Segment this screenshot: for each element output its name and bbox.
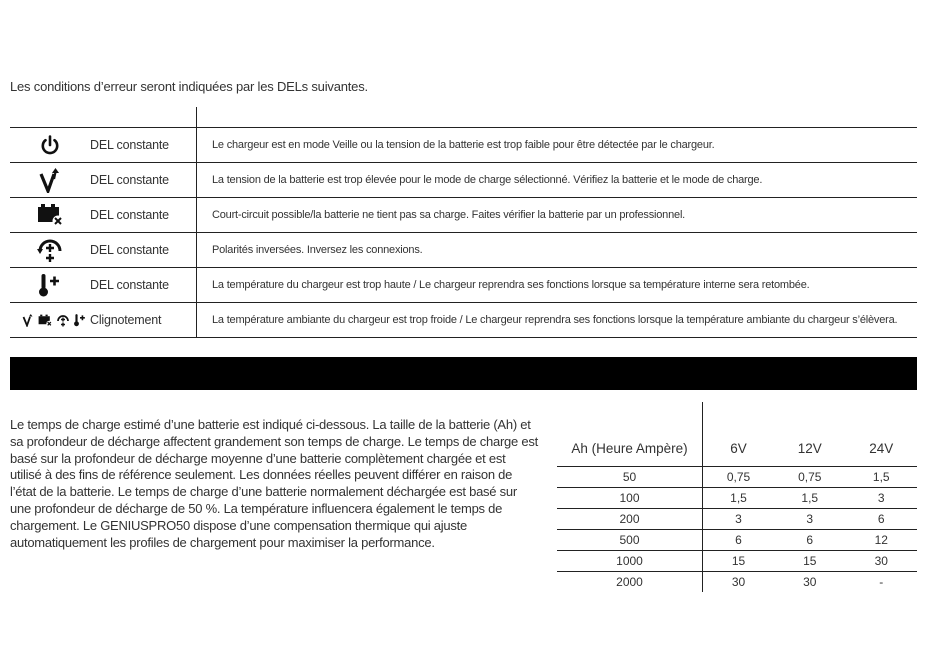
cell: 30 xyxy=(803,575,817,589)
table-row xyxy=(10,128,917,163)
cell: 6 xyxy=(846,509,918,530)
table-row xyxy=(10,268,917,303)
error-description: Court-circuit possible/la batterie ne tient pas sa charge. Faites vérifier la batterie par un professionnel. xyxy=(197,198,918,233)
temperature-high-icon xyxy=(73,313,87,327)
table-row xyxy=(10,163,917,198)
table-row xyxy=(10,198,917,233)
table-header-row xyxy=(10,107,917,128)
error-description: La température du chargeur est trop haute / Le chargeur reprendra ses fonctions lorsque sa température interne sera retombée. xyxy=(197,268,918,303)
reverse-polarity-icon xyxy=(56,314,70,327)
cell: 15 xyxy=(703,551,775,572)
power-icon xyxy=(10,128,90,163)
cell: 12 xyxy=(846,530,918,551)
header-ah: Ah (Heure Ampère) xyxy=(557,430,703,467)
section-header-band xyxy=(10,357,917,390)
led-state: DEL constante xyxy=(90,233,197,268)
cell: 30 xyxy=(846,551,918,572)
cell: 500 xyxy=(557,530,703,551)
error-description: Polarités inversées. Inversez les connexions. xyxy=(197,233,918,268)
intro-text: Les conditions d’erreur seront indiquées par les DELs suivantes. xyxy=(10,79,368,94)
battery-fault-icon xyxy=(37,314,53,327)
cell: 200 xyxy=(557,509,703,530)
cell: 0,75 xyxy=(703,467,775,488)
cell: - xyxy=(879,575,884,589)
cell: 6 xyxy=(774,530,846,551)
cell: 3 xyxy=(774,509,846,530)
led-state: DEL constante xyxy=(90,128,197,163)
led-state: DEL constante xyxy=(90,163,197,198)
voltage-icon xyxy=(22,313,34,327)
table-row xyxy=(557,467,917,488)
error-description: La température ambiante du chargeur est trop froide / Le chargeur reprendra ses fonctions lorsque la température ambiante du chargeur s’élèvera. xyxy=(197,303,918,338)
cell: 30 xyxy=(703,572,775,593)
header-12v: 12V xyxy=(774,430,846,467)
table-header-row xyxy=(557,430,917,467)
error-description: La tension de la batterie est trop élevée pour le mode de charge sélectionné. Vérifiez la batterie et le mode de charge. xyxy=(197,163,918,198)
error-description: Le chargeur est en mode Veille ou la tension de la batterie est trop faible pour être détectée par le chargeur. xyxy=(197,128,918,163)
error-led-table xyxy=(10,107,917,338)
table-row xyxy=(557,572,917,593)
voltage-icon xyxy=(10,163,90,198)
cell: 15 xyxy=(774,551,846,572)
header-6v: 6V xyxy=(703,430,775,467)
cell: 1000 xyxy=(557,551,703,572)
all-icons xyxy=(10,303,90,338)
table-row xyxy=(557,509,917,530)
reverse-polarity-icon xyxy=(10,233,90,268)
table-row xyxy=(557,530,917,551)
cell: 50 xyxy=(557,467,703,488)
cell: 3 xyxy=(703,509,775,530)
cell: 6 xyxy=(703,530,775,551)
led-state: Clignotement xyxy=(90,303,197,338)
charge-time-table xyxy=(557,402,917,592)
cell: 2000 xyxy=(616,575,643,589)
charge-time-paragraph: Le temps de charge estimé d’une batterie est indiqué ci-dessous. La taille de la batterie (Ah) et sa profondeur de décharge affectent grandement son temps de charge. Le temps de charge est basé sur la profondeur de décharge moyenne d’une batterie complètement chargée et est utilisé à des fins de référence seulement. Les données réelles peuvent différer en raison de l’état de la batterie. Le temps de charge d’une batterie normalement déchargée est basé sur une profondeur de décharge de 50 %. La température influencera également le temps de chargement. Le GENIUSPRO50 dispose d’une compensation thermique qui ajuste automatiquement les profiles de chargement pour maximiser la performance. xyxy=(10,417,538,550)
table-row xyxy=(10,233,917,268)
led-state: DEL constante xyxy=(90,198,197,233)
table-row xyxy=(557,551,917,572)
battery-fault-icon xyxy=(10,198,90,233)
cell: 1,5 xyxy=(703,488,775,509)
table-row xyxy=(557,488,917,509)
cell: 3 xyxy=(846,488,918,509)
cell: 1,5 xyxy=(846,467,918,488)
cell: 0,75 xyxy=(774,467,846,488)
cell: 100 xyxy=(557,488,703,509)
header-24v: 24V xyxy=(846,430,918,467)
table-top-spacer xyxy=(557,402,917,430)
cell: 1,5 xyxy=(774,488,846,509)
table-row xyxy=(10,303,917,338)
led-state: DEL constante xyxy=(90,268,197,303)
temperature-high-icon xyxy=(10,268,90,303)
